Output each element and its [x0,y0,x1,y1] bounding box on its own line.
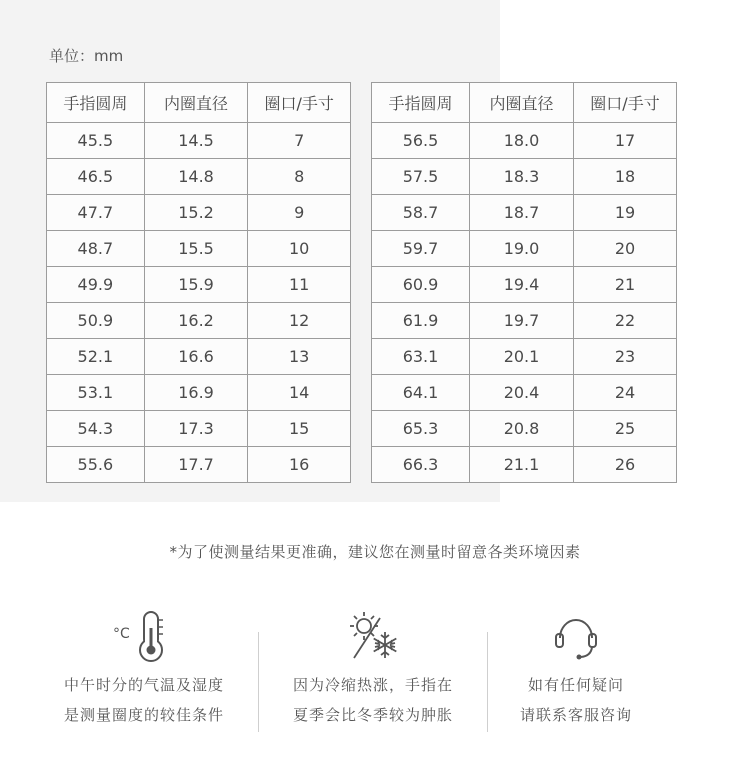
cell-ring-size: 11 [248,267,351,303]
cell-ring-size: 14 [248,375,351,411]
cell-inner-diameter: 17.3 [144,411,248,447]
cell-ring-size: 19 [574,195,677,231]
divider [258,632,259,732]
table-row [47,411,351,447]
thermometer-icon [99,600,189,670]
table-row [47,159,351,195]
measurement-note: *为了使测量结果更准确，建议您在测量时留意各类环境因素 [169,543,581,561]
size-table-left [46,82,351,483]
sun-snowflake-icon [328,600,418,670]
cell-inner-diameter: 14.5 [144,123,248,159]
table-row [47,123,351,159]
cell-circumference: 56.5 [372,123,470,159]
table-row [372,303,677,339]
cell-inner-diameter: 20.8 [470,411,574,447]
cell-circumference: 54.3 [47,411,145,447]
header-ring-size: 圈口/手寸 [574,83,677,123]
tip-temperature [44,600,244,730]
cell-inner-diameter: 15.9 [144,267,248,303]
cell-inner-diameter: 20.4 [470,375,574,411]
cell-ring-size: 15 [248,411,351,447]
table-row [372,339,677,375]
cell-ring-size: 9 [248,195,351,231]
cell-ring-size: 26 [574,447,677,483]
cell-circumference: 46.5 [47,159,145,195]
table-row [372,159,677,195]
tip-line-2: 请联系客服咨询 [519,706,632,724]
cell-ring-size: 16 [248,447,351,483]
cell-circumference: 52.1 [47,339,145,375]
header-circumference: 手指圆周 [372,83,470,123]
table-row [372,123,677,159]
size-table-right [371,82,677,483]
cell-ring-size: 25 [574,411,677,447]
cell-ring-size: 24 [574,375,677,411]
cell-circumference: 45.5 [47,123,145,159]
cell-circumference: 58.7 [372,195,470,231]
cell-circumference: 65.3 [372,411,470,447]
tip-thermal-expansion [273,600,473,730]
cell-circumference: 64.1 [372,375,470,411]
table-row [47,339,351,375]
cell-ring-size: 23 [574,339,677,375]
table-row [372,375,677,411]
table-header-row [372,83,677,123]
cell-ring-size: 7 [248,123,351,159]
cell-circumference: 55.6 [47,447,145,483]
cell-ring-size: 17 [574,123,677,159]
table-row [372,447,677,483]
table-row [47,447,351,483]
celsius-label: °C [113,626,130,642]
header-circumference: 手指圆周 [47,83,145,123]
tip-line-1: 因为冷缩热涨，手指在 [292,676,453,694]
header-inner-diameter: 内圈直径 [144,83,248,123]
unit-label: 单位：mm [49,47,124,65]
table-row [372,267,677,303]
tip-line-2: 夏季会比冬季较为肿胀 [292,706,453,724]
cell-circumference: 50.9 [47,303,145,339]
tip-line-1: 中午时分的气温及湿度 [63,676,224,694]
tip-customer-service [476,600,676,730]
cell-inner-diameter: 14.8 [144,159,248,195]
tip-line-2: 是测量圈度的较佳条件 [63,706,224,724]
cell-circumference: 57.5 [372,159,470,195]
table-row [47,375,351,411]
cell-inner-diameter: 17.7 [144,447,248,483]
cell-circumference: 66.3 [372,447,470,483]
cell-inner-diameter: 16.2 [144,303,248,339]
table-header-row [47,83,351,123]
headset-icon [531,600,621,670]
cell-circumference: 49.9 [47,267,145,303]
cell-inner-diameter: 19.0 [470,231,574,267]
cell-circumference: 47.7 [47,195,145,231]
cell-ring-size: 13 [248,339,351,375]
cell-inner-diameter: 21.1 [470,447,574,483]
header-inner-diameter: 内圈直径 [470,83,574,123]
cell-inner-diameter: 15.2 [144,195,248,231]
cell-inner-diameter: 18.3 [470,159,574,195]
table-row [372,411,677,447]
cell-inner-diameter: 18.7 [470,195,574,231]
cell-ring-size: 20 [574,231,677,267]
table-row [372,195,677,231]
cell-inner-diameter: 19.4 [470,267,574,303]
cell-ring-size: 18 [574,159,677,195]
size-table-left-body [47,123,351,483]
cell-ring-size: 8 [248,159,351,195]
tip-line-1: 如有任何疑问 [527,676,624,694]
header-ring-size: 圈口/手寸 [248,83,351,123]
cell-circumference: 59.7 [372,231,470,267]
cell-circumference: 60.9 [372,267,470,303]
cell-inner-diameter: 15.5 [144,231,248,267]
cell-inner-diameter: 18.0 [470,123,574,159]
table-row [372,231,677,267]
cell-circumference: 63.1 [372,339,470,375]
cell-inner-diameter: 16.9 [144,375,248,411]
table-row [47,267,351,303]
cell-inner-diameter: 20.1 [470,339,574,375]
cell-ring-size: 22 [574,303,677,339]
table-row [47,231,351,267]
cell-circumference: 48.7 [47,231,145,267]
cell-ring-size: 10 [248,231,351,267]
table-row [47,303,351,339]
cell-ring-size: 21 [574,267,677,303]
cell-inner-diameter: 16.6 [144,339,248,375]
cell-circumference: 53.1 [47,375,145,411]
size-table-right-body [372,123,677,483]
cell-ring-size: 12 [248,303,351,339]
table-row [47,195,351,231]
cell-inner-diameter: 19.7 [470,303,574,339]
cell-circumference: 61.9 [372,303,470,339]
